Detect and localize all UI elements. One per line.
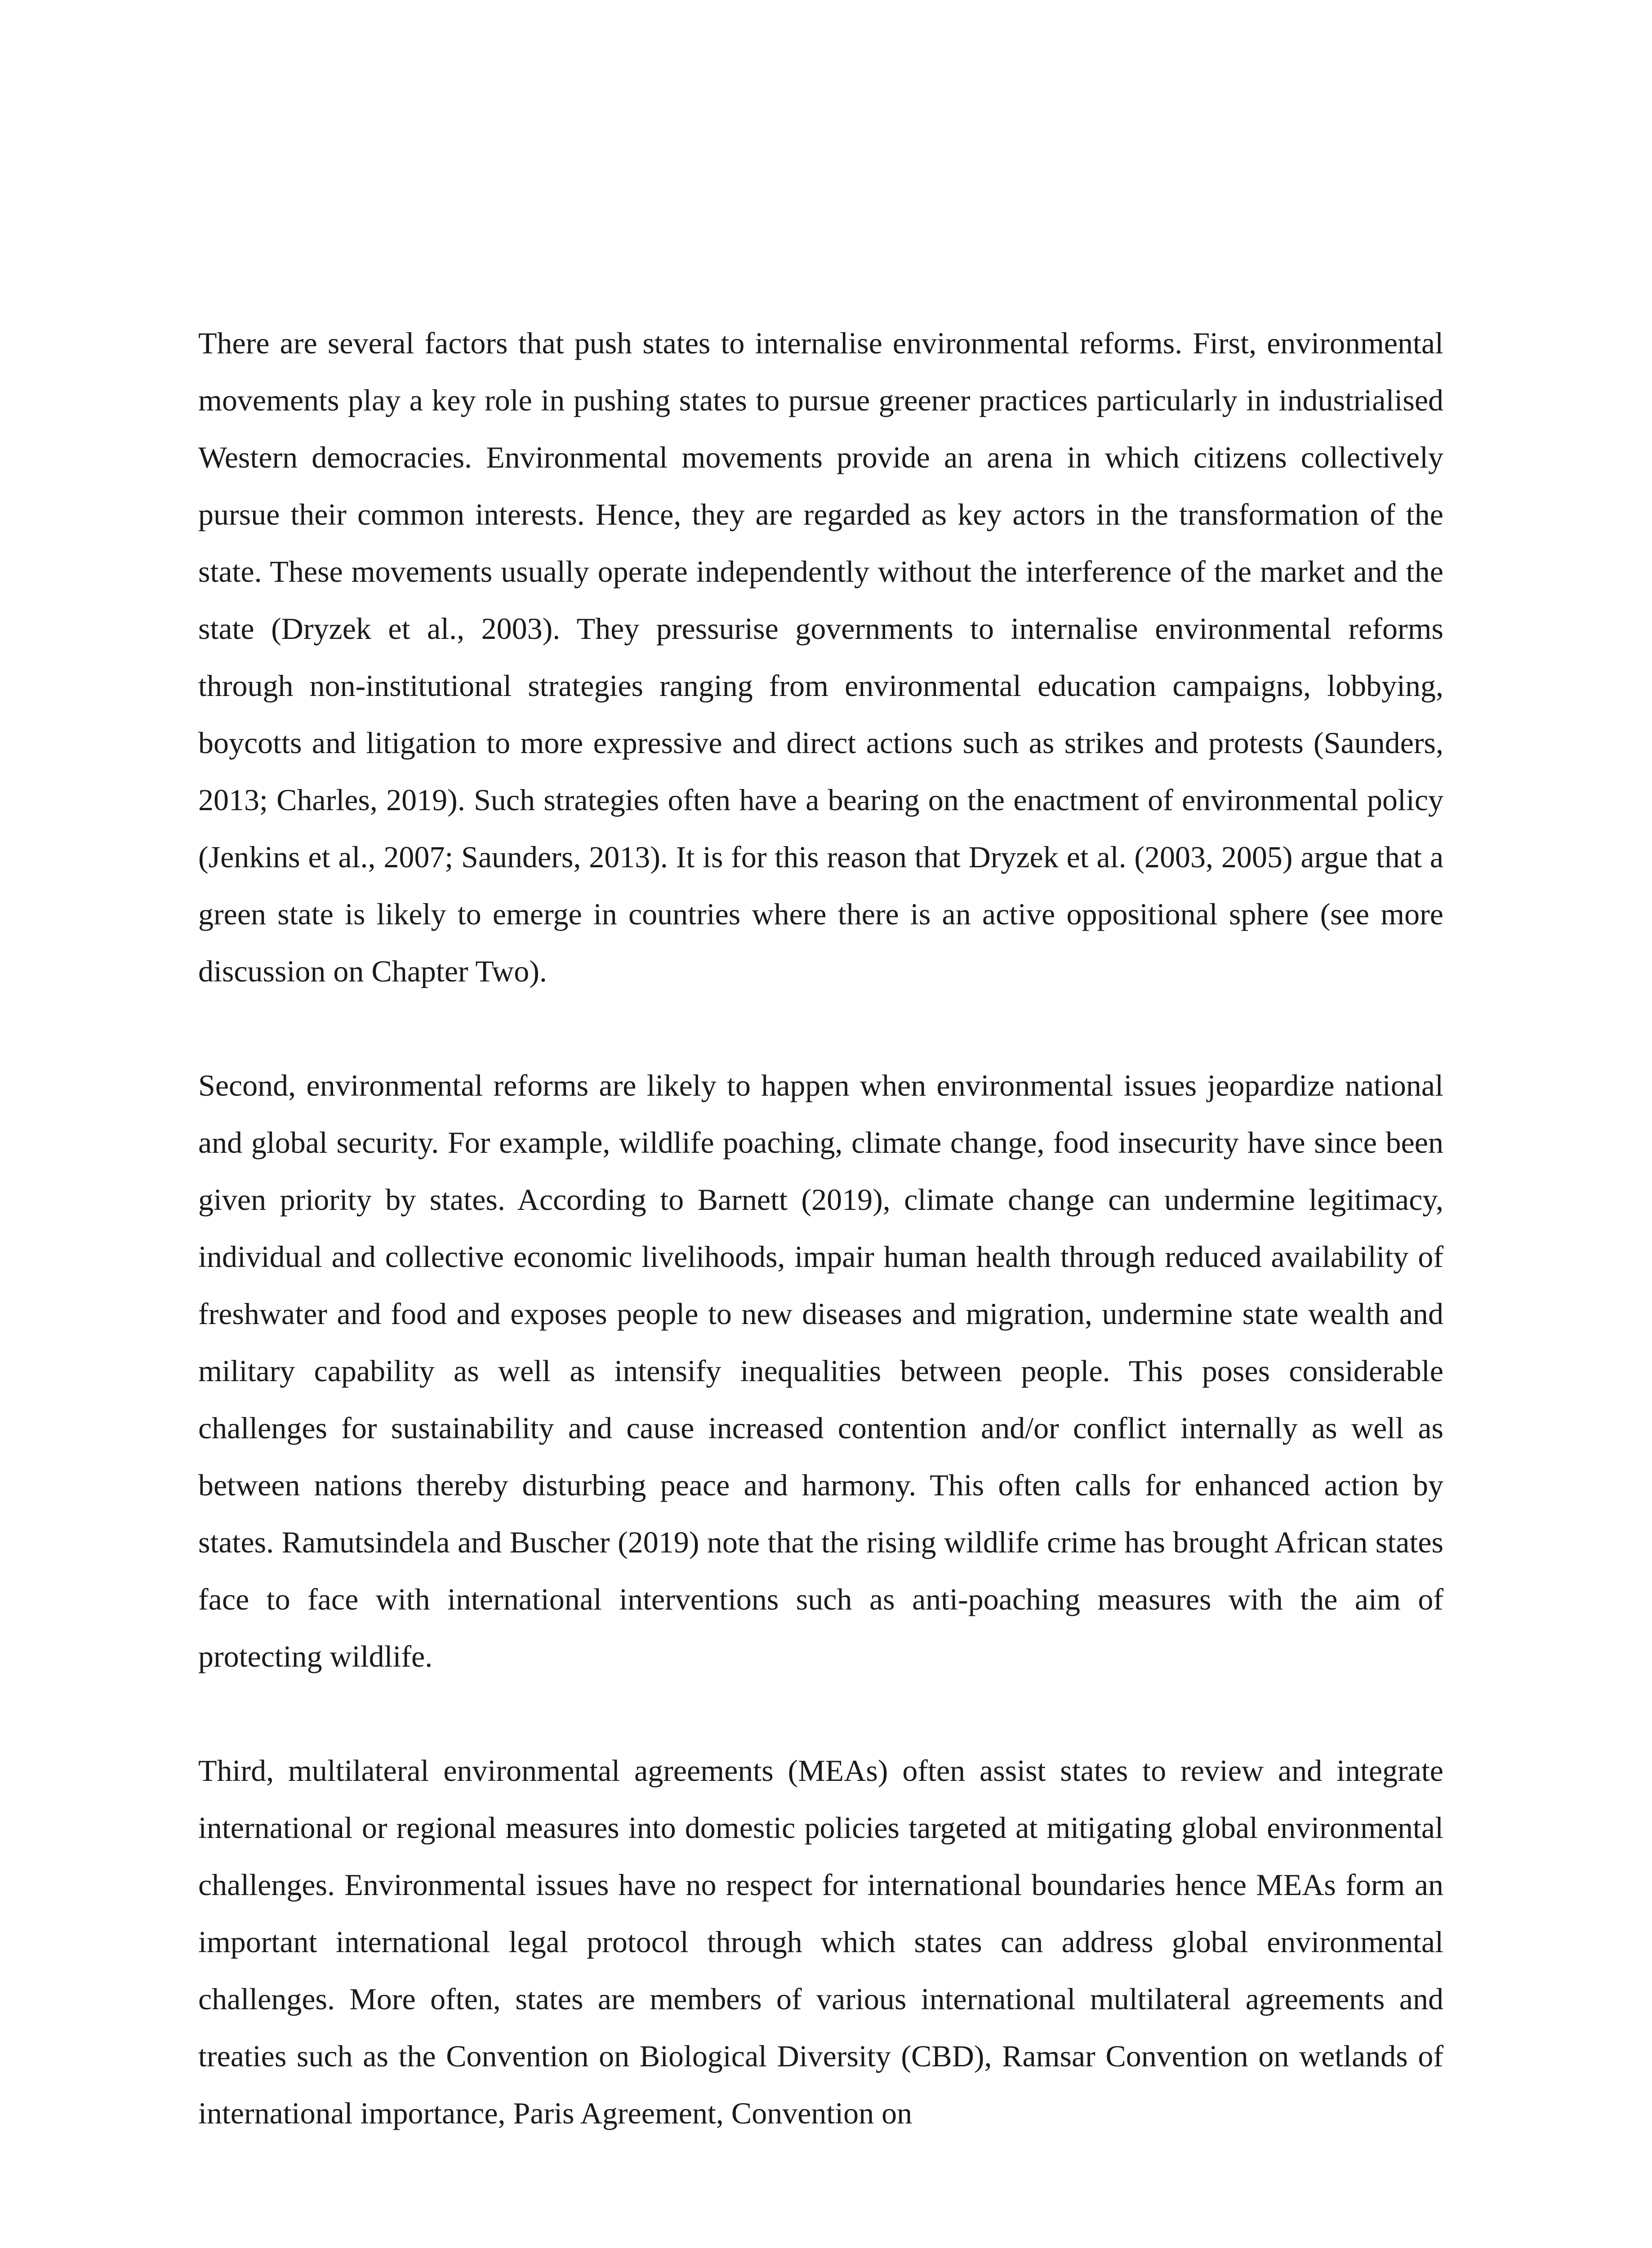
- body-text: [198, 315, 1443, 2142]
- paragraph-security: Second, environmental reforms are likely to happen when environmental issues jeopardize national and global security. For example, wildlife poaching, climate change, food insecurity have since been given priority by states. According to Barnett (2019), climate change can undermine legitimacy, individual and collective economic livelihoods, impair human health through reduced availability of freshwater and food and exposes people to new diseases and migration, undermine state wealth and military capability as well as intensify inequalities between people. This poses considerable challenges for sustainability and cause increased contention and/or conflict internally as well as between nations thereby disturbing peace and harmony. This often calls for enhanced action by states. Ramutsindela and Buscher (2019) note that the rising wildlife crime has brought African states face to face with international interventions such as anti-poaching measures with the aim of protecting wildlife.: [198, 1068, 1443, 1673]
- paragraph-environmental-movements: There are several factors that push states to internalise environmental reforms. First, environmental movements play a key role in pushing states to pursue greener practices particularly in industrialised Western democracies. Environmental movements provide an arena in which citizens collectively pursue their common interests. Hence, they are regarded as key actors in the transformation of the state. These movements usually operate independently without the interference of the market and the state (Dryzek et al., 2003). They pressurise governments to internalise environmental reforms through non-institutional strategies ranging from environmental education campaigns, lobbying, boycotts and litigation to more expressive and direct actions such as strikes and protests (Saunders, 2013; Charles, 2019). Such strategies often have a bearing on the enactment of environmental policy (Jenkins et al., 2007; Saunders, 2013). It is for this reason that Dryzek et al. (2003, 2005) argue that a green state is likely to emerge in countries where there is an active oppositional sphere (see more discussion on Chapter Two).: [198, 326, 1443, 988]
- paragraph-meas: Third, multilateral environmental agreements (MEAs) often assist states to review and integrate international or regional measures into domestic policies targeted at mitigating global environmental challenges. Environmental issues have no respect for international boundaries hence MEAs form an important international legal protocol through which states can address global environmental challenges. More often, states are members of various international multilateral agreements and treaties such as the Convention on Biological Diversity (CBD), Ramsar Convention on wetlands of international importance, Paris Agreement, Convention on: [198, 1753, 1443, 2130]
